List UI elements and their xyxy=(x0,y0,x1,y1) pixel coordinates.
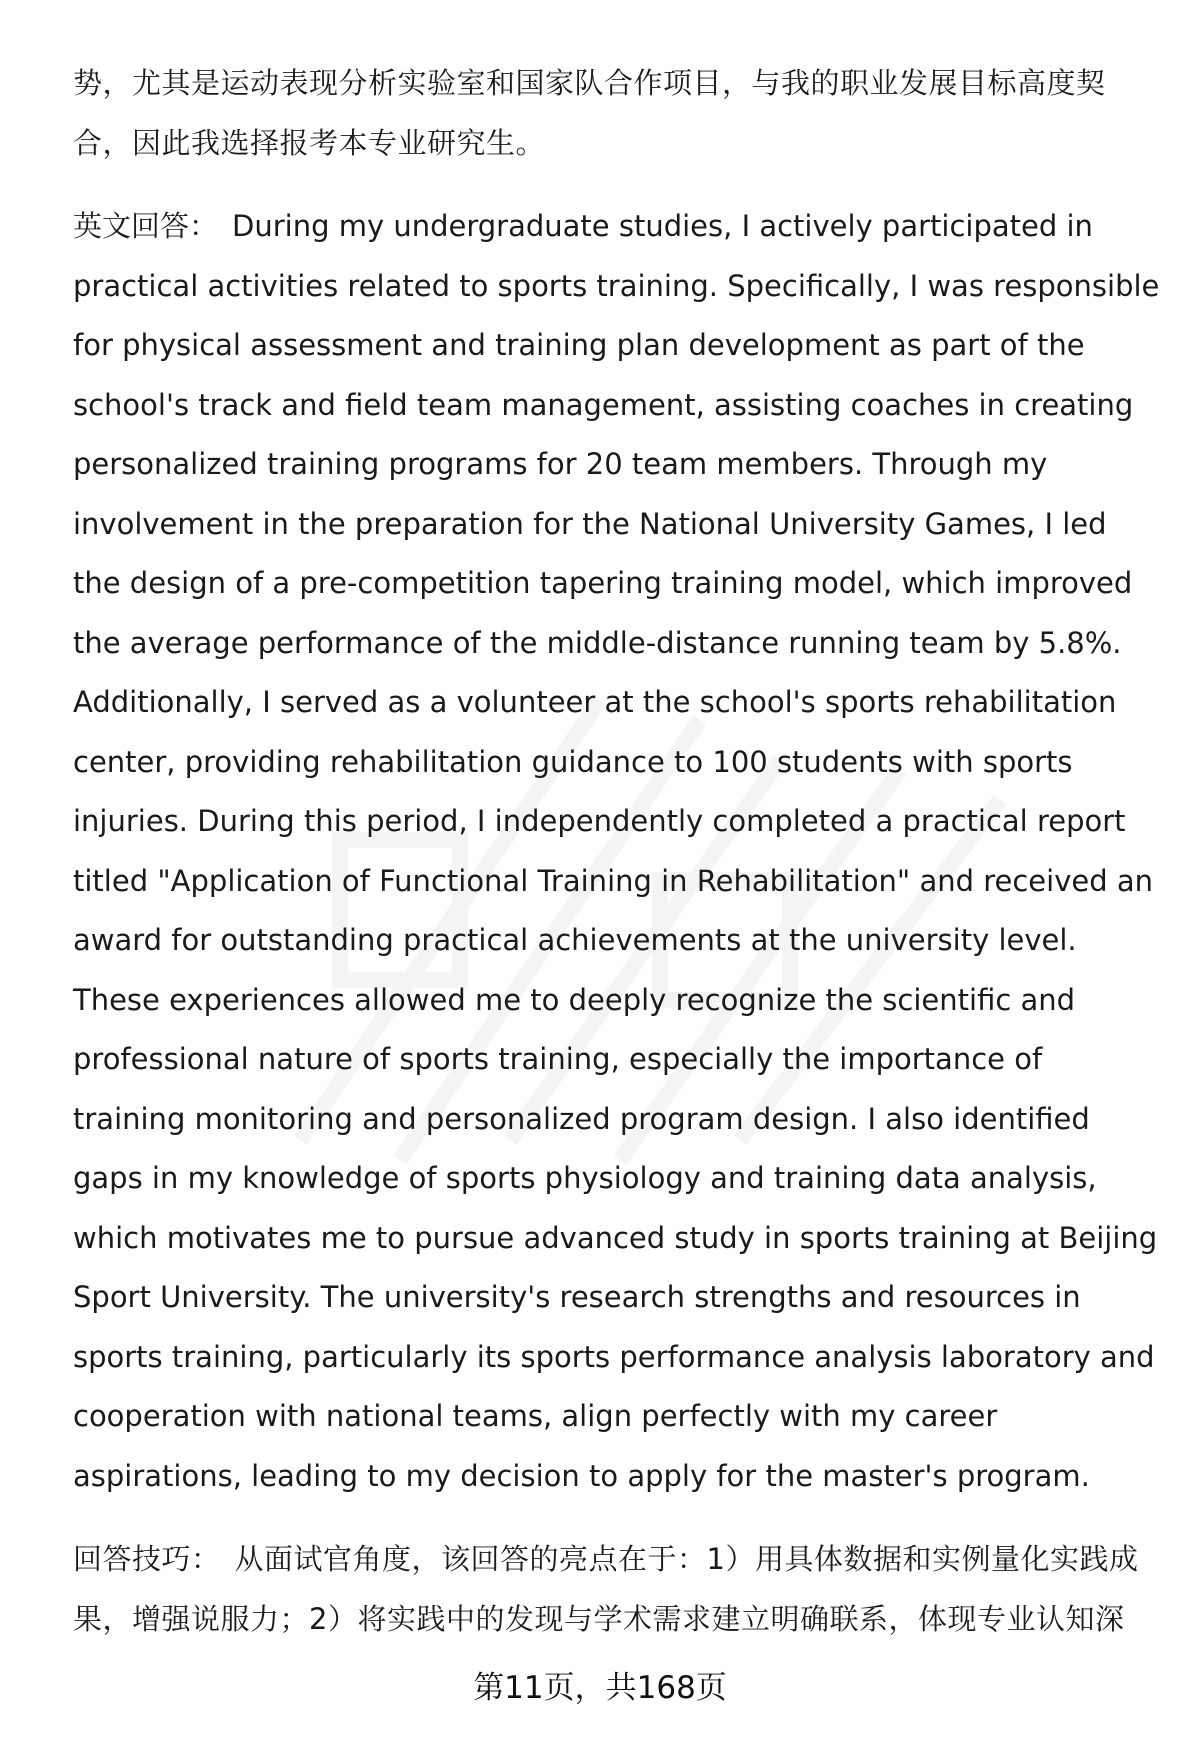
answer-tips-text: 从面试官角度，该回答的亮点在于：1）用具体数据和实例量化实践成果，增强说服力；2）将实践中的发现与学术需求建立明确联系，体现专业认知深 xyxy=(73,1542,1139,1636)
intro-paragraph: 势，尤其是运动表现分析实验室和国家队合作项目，与我的职业发展目标高度契合，因此我选择报考本专业研究生。 xyxy=(73,66,1106,160)
english-answer-paragraph xyxy=(73,197,1163,1506)
answer-tips-paragraph xyxy=(73,1530,1163,1649)
document-body xyxy=(73,54,1163,1649)
english-answer-text: During my undergraduate studies, I actively participated in practical activities related to sports training. Specifically, I was responsible for physical assessment and training plan development as part of the school's track and field team management, assisting coaches in creating personalized training programs for 20 team members. Through my involvement in the preparation for the National University Games, I led the design of a pre-competition tapering training model, which improved the average performance of the middle-distance running team by 5.8%. Additionally, I served as a volunteer at the school's sports rehabilitation center, providing rehabilitation guidance to 100 students with sports injuries. During this period, I independently completed a practical report titled "Application of Functional Training in Rehabilitation" and received an award for outstanding practical achievements at the university level. These experiences allowed me to deeply recognize the scientific and professional nature of sports training, especially the importance of training monitoring and personalized program design. I also identified gaps in my knowledge of sports physiology and training data analysis, which motivates me to pursue advanced study in sports training at Beijing Sport University. The university's research strengths and resources in sports training, particularly its sports performance analysis laboratory and cooperation with national teams, align perfectly with my career aspirations, leading to my decision to apply for the master's program. xyxy=(73,209,1160,1493)
english-answer-label: 英文回答： xyxy=(73,209,219,243)
answer-tips-label: 回答技巧： xyxy=(73,1542,221,1576)
page-number-footer: 第11页，共168页 xyxy=(473,1670,727,1706)
